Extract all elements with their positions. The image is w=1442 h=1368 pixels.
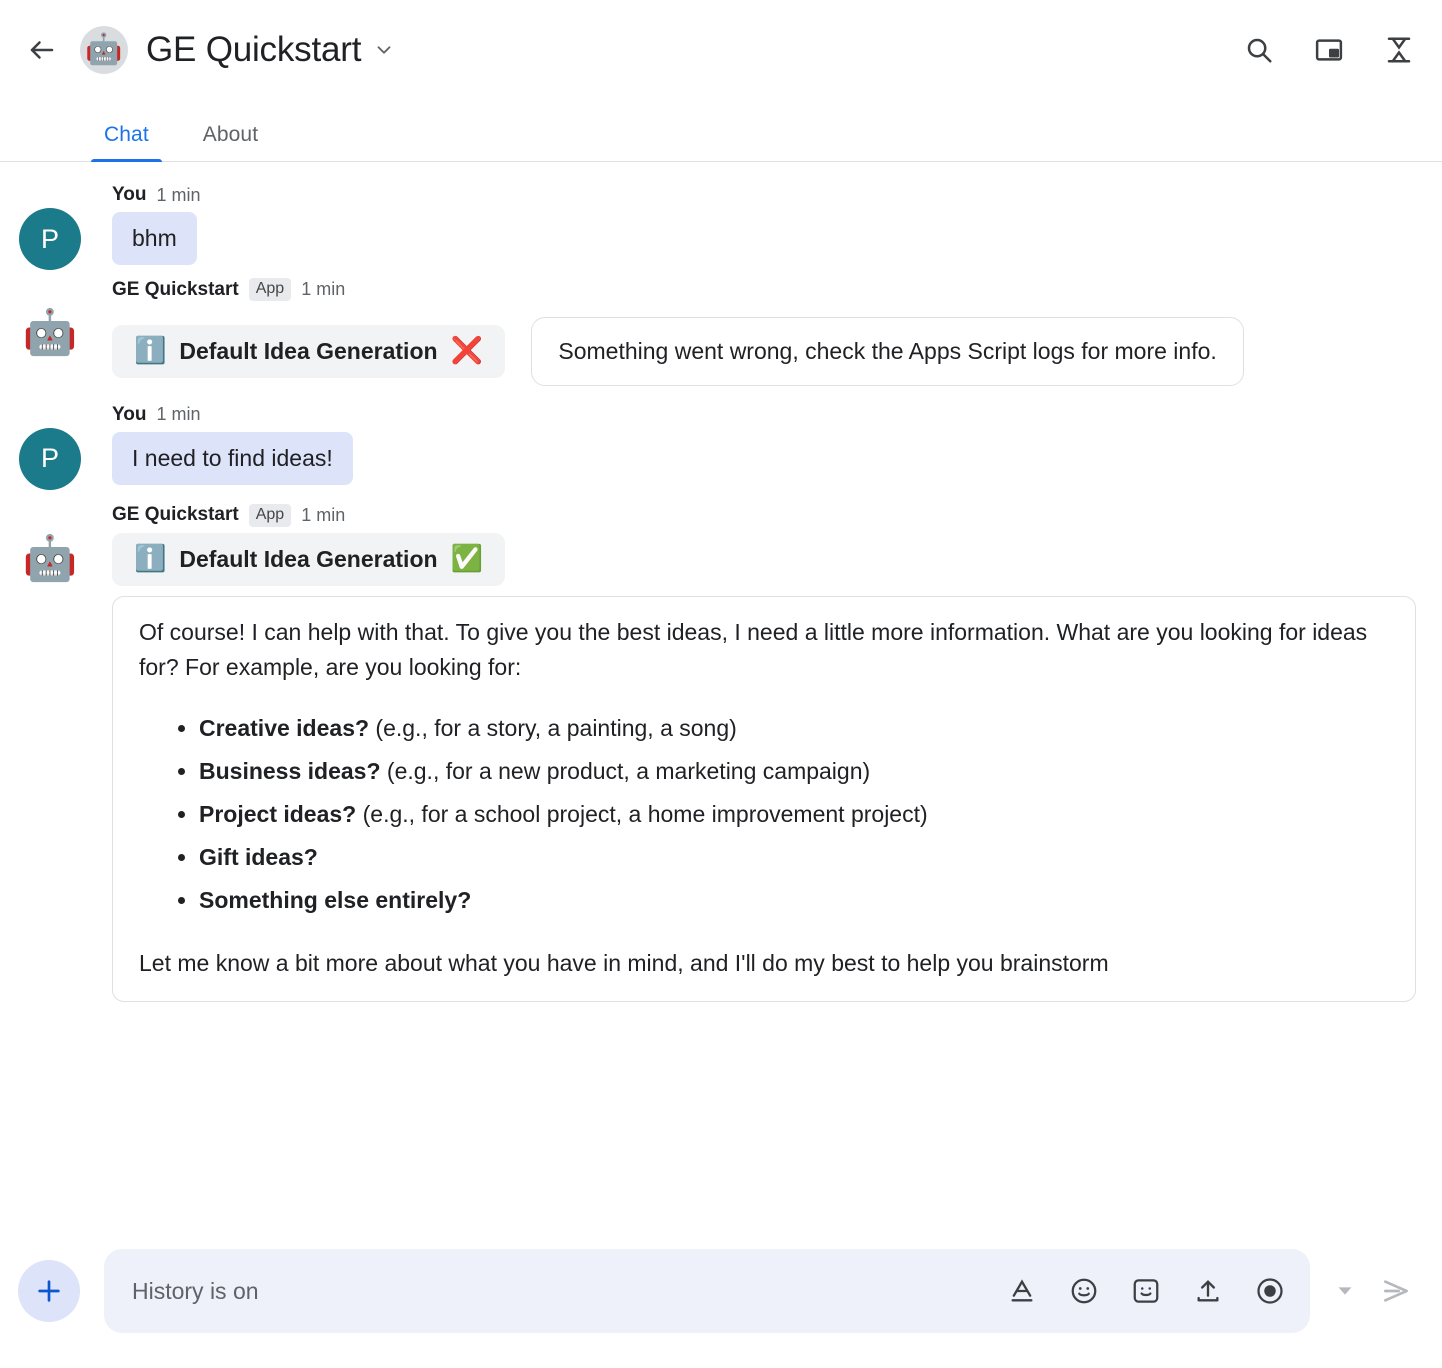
list-item-bold: Project ideas? [199, 800, 357, 827]
message-item [18, 184, 1416, 270]
card-body [112, 596, 1416, 1002]
message-sender: GE Quickstart [112, 278, 239, 300]
message-meta [90, 278, 1416, 301]
list-item-rest: (e.g., for a story, a painting, a song) [369, 714, 737, 741]
message-meta [90, 504, 1416, 527]
card-outro-text: Let me know a bit more about what you have in mind, and I'll do my best to help you brainstorm [139, 949, 1109, 976]
message-sender: GE Quickstart [112, 504, 239, 526]
error-icon: ❌ [450, 336, 483, 366]
card-header [112, 325, 505, 378]
tab-about[interactable]: About [202, 123, 259, 146]
app-avatar-icon [80, 26, 128, 74]
list-item-bold: Something else entirely? [199, 886, 472, 913]
chevron-down-icon[interactable] [1328, 1274, 1362, 1308]
header-actions [1242, 33, 1416, 67]
sticker-icon[interactable] [1130, 1275, 1162, 1307]
list-item-bold: Business ideas? [199, 757, 381, 784]
send-icon[interactable] [1376, 1271, 1416, 1311]
list-item-bold: Gift ideas? [199, 843, 318, 870]
message-meta [90, 184, 1416, 206]
avatar-column [18, 504, 82, 590]
avatar: P [19, 208, 81, 270]
upload-file-icon[interactable] [1192, 1275, 1224, 1307]
card-text: Something went wrong, check the Apps Script logs for more info. [558, 338, 1217, 364]
avatar: P [19, 428, 81, 490]
composer-icon-group [1006, 1275, 1286, 1307]
avatar [19, 302, 81, 364]
message-sender: You [112, 184, 147, 205]
message-input-shell[interactable] [104, 1249, 1310, 1333]
message-body [82, 404, 1416, 485]
chat-title-menu[interactable] [146, 30, 395, 70]
message-sender: You [112, 403, 147, 425]
robot-glyph: 🤖 [22, 307, 78, 358]
card-header [112, 533, 505, 586]
picture-in-picture-icon[interactable] [1312, 33, 1346, 67]
emoji-icon[interactable] [1068, 1275, 1100, 1307]
card-body [531, 317, 1243, 386]
chevron-down-icon[interactable] [373, 39, 395, 61]
record-icon[interactable] [1254, 1275, 1286, 1307]
app-badge: App [249, 504, 291, 527]
send-controls [1328, 1271, 1416, 1311]
card-title: Default Idea Generation [179, 337, 438, 364]
page-title: GE Quickstart [146, 30, 362, 69]
message-bubble[interactable]: bhm [112, 212, 197, 265]
avatar-column [18, 278, 82, 364]
message-body [82, 184, 1416, 265]
message-composer [0, 1240, 1442, 1368]
robot-glyph: 🤖 [22, 532, 78, 584]
list-item [199, 797, 1389, 832]
card-title: Default Idea Generation [179, 545, 438, 572]
info-icon: ℹ️ [134, 544, 167, 575]
search-icon[interactable] [1242, 33, 1276, 67]
message-body [82, 504, 1416, 1002]
list-item [199, 711, 1389, 746]
chat-header [0, 0, 1442, 100]
idea-list [139, 711, 1389, 918]
message-item [18, 278, 1416, 386]
robot-glyph: 🤖 [85, 32, 123, 67]
list-item-rest: (e.g., for a new product, a marketing campaign) [380, 757, 871, 784]
avatar-column [18, 404, 82, 490]
avatar [19, 528, 81, 590]
message-time: 1 min [301, 279, 346, 299]
app-badge: App [249, 278, 291, 301]
list-item [199, 754, 1389, 789]
collapse-icon[interactable] [1382, 33, 1416, 67]
message-item [18, 504, 1416, 1002]
tab-chat[interactable]: Chat [96, 123, 157, 161]
add-attachment-button[interactable] [18, 1260, 80, 1322]
format-text-icon[interactable] [1006, 1275, 1038, 1307]
success-icon: ✅ [450, 544, 483, 575]
card-intro-text: Of course! I can help with that. To give you the best ideas, I need a little more information. What are you looking for ideas for? For example, are you looking for: [139, 618, 1368, 680]
list-item-rest: (e.g., for a school project, a home improvement project) [356, 800, 928, 827]
list-item-bold: Creative ideas? [199, 714, 370, 741]
message-time: 1 min [301, 504, 346, 525]
list-item [199, 840, 1389, 875]
tab-bar [0, 100, 1442, 162]
list-item [199, 883, 1389, 918]
message-time: 1 min [156, 184, 201, 205]
avatar-column [18, 184, 82, 270]
message-time: 1 min [156, 404, 201, 425]
message-input[interactable] [130, 1277, 990, 1306]
message-meta [90, 404, 1416, 426]
message-body [82, 278, 1416, 386]
info-icon: ℹ️ [134, 336, 167, 366]
message-list [0, 162, 1442, 1240]
back-arrow-icon[interactable] [18, 26, 66, 74]
message-item [18, 404, 1416, 490]
message-bubble[interactable]: I need to find ideas! [112, 432, 353, 485]
